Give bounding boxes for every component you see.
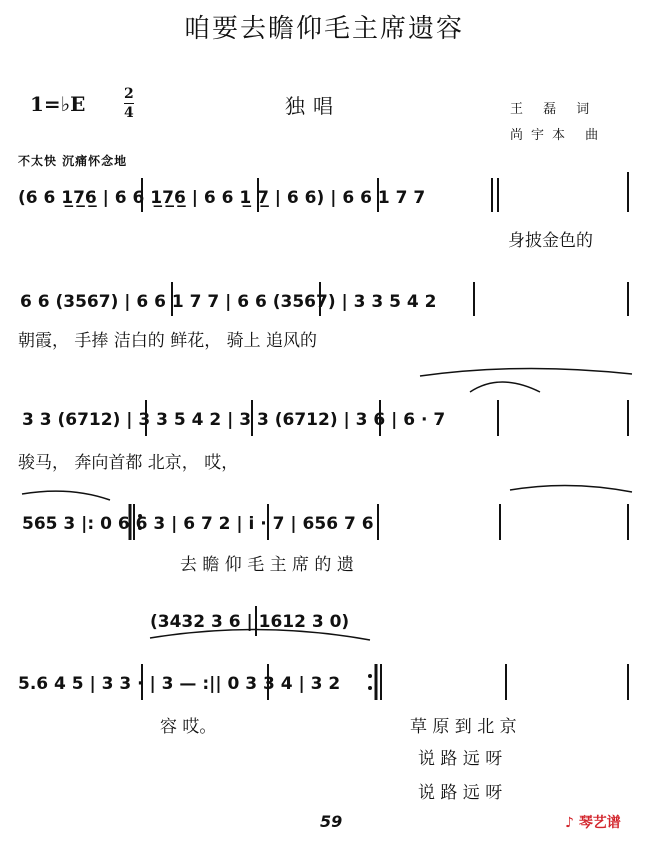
tempo-marking: 不太快 沉痛怀念地 xyxy=(18,154,128,168)
song-title: 咱要去瞻仰毛主席遗容 xyxy=(183,14,464,44)
notation-overline: (3432 3 6 | 1612 3 0) xyxy=(150,612,350,632)
page-number: 59 xyxy=(320,812,343,831)
notation-row-4: 565 3 |: 0 6 6 3 | 6 7 2 | i · 7 | 656 7 6 xyxy=(22,514,374,534)
notation-row-2: 6 6 (3567) | 6 6 1 7 7 | 6 6 (3567) | 3 3 5 4 2 xyxy=(20,292,437,312)
site-logo xyxy=(565,812,621,832)
notation-row-5: 5.6 4 5 | 3 3 · | 3 — :|| 0 3 3 4 | 3 2 xyxy=(18,674,341,694)
verse-1: 草 原 到 北 京 xyxy=(410,717,517,737)
verse-3: 说 路 远 呀 xyxy=(418,783,503,803)
lyric-row-1: 身披金色的 xyxy=(508,231,593,251)
key-signature: 1=♭E xyxy=(30,92,86,116)
lyric-row-2: 朝霞， 手捧 洁白的 鲜花， 骑上 追风的 xyxy=(18,331,318,351)
time-top: 2 xyxy=(124,86,134,102)
performance-type: 独唱 xyxy=(285,94,341,118)
logo-icon: ♪ xyxy=(565,815,574,831)
time-bottom: 4 xyxy=(124,105,134,121)
notation-row-1: (6 6 1̲7̲6̲ | 6 6 1̲7̲6̲ | 6 6 1̲ 7̲ | 6 6) | 6 6 1 7 7 xyxy=(18,188,426,208)
notation-row-3: 3 3 (6712) | 3 3 5 4 2 | 3 3 (6712) | 3 6 | 6 · 7 xyxy=(22,410,446,430)
lyricist: 王 磊 词 xyxy=(510,102,598,117)
lyric-row-5: 容 哎。 xyxy=(160,717,217,737)
composer: 尚宇本 曲 xyxy=(510,128,607,143)
lyric-row-3: 骏马， 奔向首都 北京， 哎， xyxy=(18,453,239,473)
logo-text: 琴艺谱 xyxy=(578,815,621,831)
verse-2: 说 路 远 呀 xyxy=(418,749,503,769)
lyric-row-4: 去 瞻 仰 毛 主 席 的 遗 xyxy=(180,555,354,575)
